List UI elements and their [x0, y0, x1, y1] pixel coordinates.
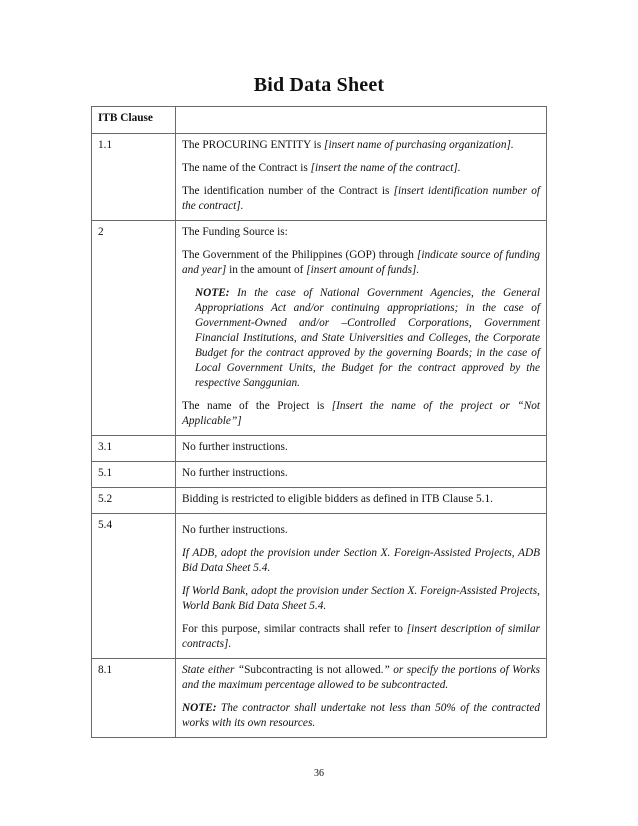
paragraph: If ADB, adopt the provision under Section X. Foreign-Assisted Projects, ADB Bid Data Sheet 5.4.	[182, 547, 540, 574]
clause-description	[176, 488, 547, 514]
paragraph: For this purpose, similar contracts shall refer to [insert description of similar contracts].	[182, 623, 540, 650]
paragraph: State either “Subcontracting is not allowed.” or specify the portions of Works and the maximum percentage allowed to be subcontracted.	[182, 664, 540, 691]
table-row	[92, 514, 547, 659]
clause-description	[176, 134, 547, 221]
paragraph: No further instructions.	[182, 467, 288, 479]
bid-data-table	[91, 106, 547, 738]
paragraph: No further instructions.	[182, 441, 288, 453]
paragraph: The name of the Project is [Insert the name of the project or “Not Applicable”]	[182, 400, 541, 427]
clause-description	[176, 436, 547, 462]
clause-number: 2	[92, 221, 176, 436]
table-row	[92, 221, 547, 436]
clause-number: 3.1	[92, 436, 176, 462]
paragraph: The Government of the Philippines (GOP) through [indicate source of funding and year] in the amount of [insert amount of funds].	[182, 249, 540, 276]
note-paragraph: NOTE: The contractor shall undertake not less than 50% of the contracted works with its own resources.	[182, 702, 540, 729]
paragraph: No further instructions.	[182, 524, 288, 536]
clause-header: ITB Clause	[92, 107, 176, 134]
table-row	[92, 134, 547, 221]
clause-description	[176, 462, 547, 488]
description-header	[176, 107, 547, 134]
paragraph: The Funding Source is:	[182, 226, 288, 238]
clause-description	[176, 659, 547, 738]
note-paragraph: NOTE: In the case of National Government Agencies, the General Appropriations Act and/or continuing appropriations; in the case of Government-Owned and/or –Controlled Corporations, Government Financial Institutions, and State Universities and Colleges, the Corporate Budget for the contract approved by the governing Boards; in the case of Local Government Units, the Budget for the contract approved by the respective Sanggunian.	[195, 287, 540, 389]
page-number: 36	[314, 768, 324, 779]
table-row	[92, 659, 547, 738]
clause-description	[176, 221, 547, 436]
clause-number: 5.4	[92, 514, 176, 659]
paragraph: If World Bank, adopt the provision under Section X. Foreign-Assisted Projects, World Bank Bid Data Sheet 5.4.	[182, 585, 540, 612]
page-title: Bid Data Sheet	[253, 74, 385, 96]
table-header-row	[92, 107, 547, 134]
table-row	[92, 462, 547, 488]
clause-number: 1.1	[92, 134, 176, 221]
clause-number: 8.1	[92, 659, 176, 738]
clause-description	[176, 514, 547, 659]
paragraph: The identification number of the Contract is [insert identification number of the contract].	[182, 185, 540, 212]
clause-number: 5.1	[92, 462, 176, 488]
table-row	[92, 488, 547, 514]
table-row	[92, 436, 547, 462]
paragraph: The PROCURING ENTITY is [insert name of purchasing organization].	[182, 139, 514, 151]
paragraph: Bidding is restricted to eligible bidders as defined in ITB Clause 5.1.	[182, 493, 493, 505]
clause-number: 5.2	[92, 488, 176, 514]
paragraph: The name of the Contract is [insert the name of the contract].	[182, 162, 461, 174]
